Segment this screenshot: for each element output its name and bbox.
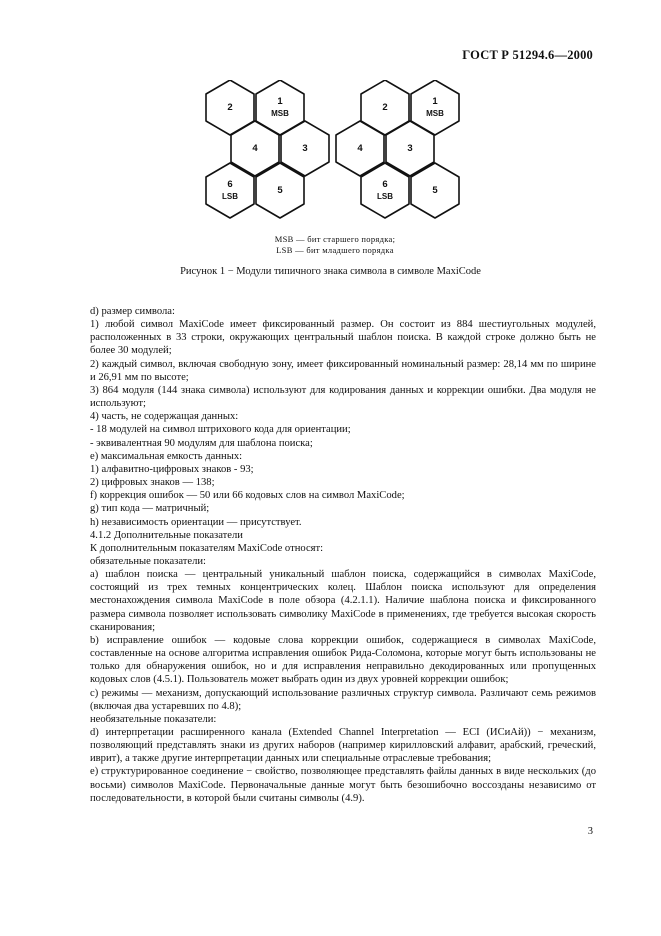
cell-number: 1 [277,96,283,107]
paragraph: d) интерпретации расширенного канала (Extended Channel Interpretation — ECI (ИСиАй)) − механизм, позволяющий представлять знаки из других наборов (например кирилловский алфавит, арабский, греческий, иврит), а также другие интерпретации данных или специальные отраслевые требования; [90,727,596,765]
legend-lsb: LSB — бит младшего порядка [276,245,394,255]
cell-number: 4 [252,143,258,154]
paragraph: b) исправление ошибок — кодовые слова коррекции ошибок, содержащиеся в символах MaxiCode, составленные на основе алгоритма исправления ошибок Рида-Соломона, которые могут быть использованы не только для обнаружения ошибок, но и для исправления неправильно декодированных или пропущенных кодовых слов (4.5.1). Пользователь может выбрать один из двух уровней коррекции ошибок; [90,634,596,686]
cell-number: 6 [382,179,388,190]
cell-number: 4 [357,143,363,154]
cell-number: 6 [227,179,233,190]
msb-label: MSB [426,109,444,118]
paragraph: d) размер символа: [90,306,175,317]
lsb-label: LSB [222,192,238,201]
paragraph: - эквивалентная 90 модулям для шаблона поиска; [90,437,313,449]
maxicode-module-figure [200,80,470,230]
figure-caption: Рисунок 1 − Модули типичного знака символа в символе MaxiCode [180,266,481,277]
paragraph: 1) алфавитно-цифровых знаков - 93; [90,463,254,475]
cell-number: 5 [432,185,438,196]
hex-cell [411,80,459,135]
paragraph: f) коррекция ошибок — 50 или 66 кодовых слов на символ MaxiCode; [90,490,405,502]
cell-number: 5 [277,185,283,196]
cell-number: 1 [432,96,438,107]
paragraph: 1) любой символ MaxiCode имеет фиксированный размер. Он состоит из 884 шестиугольных модулей, расположенных в 33 строки, окружающих центральный шаблон поиска. В каждой строке должно быть не более 30 модулей; [90,319,596,357]
msb-label: MSB [271,109,289,118]
paragraph: 4) часть, не содержащая данных: [90,411,239,423]
paragraph: e) максимальная емкость данных: [90,450,243,462]
paragraph: c) режимы — механизм, допускающий использование различных структур символа. Различают семь режимов (включая два устаревших по 4.8); [90,687,596,712]
paragraph: - 18 модулей на символ штрихового кода для ориентации; [90,424,351,436]
figure-legend [200,234,470,256]
paragraph: 2) каждый символ, включая свободную зону, имеет фиксированный номинальный размер: 28,14 мм по ширине и 26,91 мм по высоте; [90,358,596,383]
cell-number: 3 [407,143,413,154]
cell-number: 2 [227,102,233,113]
cell-number: 2 [382,102,388,113]
paragraph: 2) цифровых знаков — 138; [90,477,215,489]
paragraph: g) тип кода — матричный; [90,503,210,515]
paragraph: h) независимость ориентации — присутствует. [90,516,302,528]
section-heading: 4.1.2 Дополнительные показатели [90,529,243,541]
paragraph: К дополнительным показателям MaxiCode относят: [90,542,324,554]
paragraph: обязательные показатели: [90,555,206,567]
paragraph: 3) 864 модуля (144 знака символа) используют для кодирования данных и коррекции ошибки. Два модуля не используют; [90,384,596,410]
cell-number: 3 [302,143,308,154]
page-number: 3 [587,826,593,837]
legend-msb: MSB — бит старшего порядка; [274,234,396,244]
paragraph: необязательные показатели: [90,713,217,725]
hex-cell [256,80,304,135]
lsb-label: LSB [377,192,393,201]
paragraph: e) структурированное соединение − свойство, позволяющее представлять файлы данных в виде нескольких (до восьми) символов MaxiCode. Первоначальные данные могут быть безошибочно воссозданы независимо от последовательности, в которой были считаны символы (4.9). [90,766,596,804]
paragraph: a) шаблон поиска — центральный уникальный шаблон поиска, содержащийся в символах MaxiCode, состоящий из трех темных концентрических колец. Шаблон поиска используют для определения местонахождения символа MaxiCode в поле обзора (4.2.1.1). Наличие шаблона поиска и фиксированного размера символа позволяет использовать символику MaxiCode в применениях, где требуется высокая скорость сканирования; [90,569,596,633]
body-text [90,305,596,805]
standard-header: ГОСТ Р 51294.6—2000 [462,48,593,62]
hexagon-diagram [200,80,470,230]
